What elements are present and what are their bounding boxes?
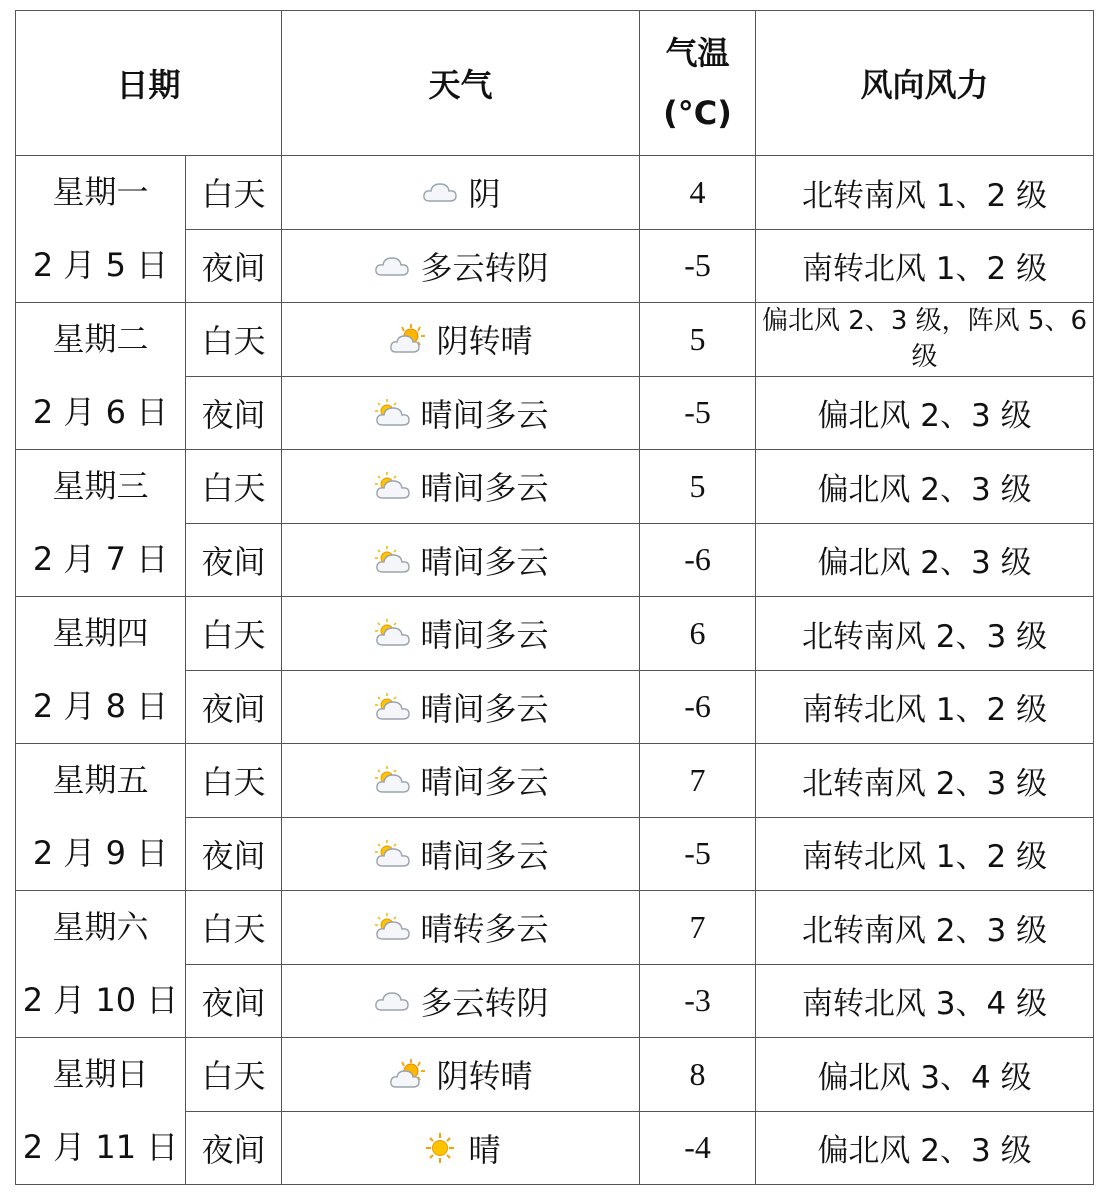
period-cell: 白天: [186, 597, 282, 671]
header-temperature-label: 气温: [665, 34, 730, 72]
temperature-cell: -3: [640, 964, 756, 1038]
weather-text: 晴间多云: [420, 616, 549, 655]
weather-cell: [282, 303, 640, 377]
wind-cell: 北转南风 1、2 级: [756, 156, 1094, 230]
weather-cell: [282, 891, 640, 965]
weather-cell: [282, 376, 640, 450]
cloud-icon: [373, 251, 411, 281]
date-label: 2 月 11 日: [22, 1128, 179, 1166]
date-label: 2 月 7 日: [32, 540, 169, 578]
partly-cloudy-icon: [373, 839, 411, 869]
weekday-label: 星期三: [52, 467, 149, 505]
weekday-label: 星期六: [52, 908, 149, 946]
period-cell: 夜间: [186, 670, 282, 744]
temperature-cell: -5: [640, 376, 756, 450]
date-cell: [16, 597, 186, 744]
weekday-label: 星期五: [52, 761, 149, 799]
forecast-row: [16, 597, 1094, 671]
weather-cell: [282, 450, 640, 524]
weather-cell: [282, 817, 640, 891]
wind-cell: 偏北风 2、3 级: [756, 1111, 1094, 1185]
weather-text: 晴: [468, 1130, 501, 1169]
weather-cell: [282, 1111, 640, 1185]
weather-text: 晴间多云: [420, 469, 549, 508]
weather-cell: [282, 156, 640, 230]
header-date: 日期: [16, 11, 282, 156]
cloud-icon: [373, 986, 411, 1016]
weekday-label: 星期一: [52, 173, 149, 211]
header-row: [16, 11, 1094, 156]
partly-cloudy-icon: [373, 398, 411, 428]
weather-text: 多云转阴: [420, 983, 549, 1022]
partly-cloudy-icon: [373, 912, 411, 942]
date-label: 2 月 9 日: [32, 834, 169, 872]
weather-text: 晴间多云: [420, 542, 549, 581]
weather-text: 阴转晴: [436, 322, 533, 361]
header-temperature-unit: (°C): [663, 94, 732, 132]
date-label: 2 月 8 日: [32, 687, 169, 725]
forecast-row: [16, 1038, 1094, 1112]
wind-cell: 偏北风 2、3 级: [756, 376, 1094, 450]
weather-text: 晴间多云: [420, 689, 549, 728]
temperature-cell: 5: [640, 450, 756, 524]
wind-cell: 偏北风 2、3 级: [756, 450, 1094, 524]
period-cell: 夜间: [186, 523, 282, 597]
sun-behind-cloud-icon: [389, 1059, 427, 1089]
partly-cloudy-icon: [373, 692, 411, 722]
header-temperature: [640, 11, 756, 156]
date-cell: [16, 744, 186, 891]
temperature-cell: 7: [640, 891, 756, 965]
forecast-row: [16, 891, 1094, 965]
period-cell: 夜间: [186, 964, 282, 1038]
wind-cell: 南转北风 1、2 级: [756, 670, 1094, 744]
date-cell: [16, 1038, 186, 1185]
weather-cell: [282, 229, 640, 303]
period-cell: 夜间: [186, 1111, 282, 1185]
wind-cell: 南转北风 3、4 级: [756, 964, 1094, 1038]
weekday-label: 星期日: [52, 1055, 149, 1093]
weather-text: 阴转晴: [436, 1057, 533, 1096]
temperature-cell: -4: [640, 1111, 756, 1185]
wind-cell: 北转南风 2、3 级: [756, 891, 1094, 965]
weather-text: 晴间多云: [420, 395, 549, 434]
sun-behind-cloud-icon: [389, 324, 427, 354]
wind-cell: 北转南风 2、3 级: [756, 597, 1094, 671]
period-cell: 白天: [186, 891, 282, 965]
weather-text: 晴转多云: [420, 910, 549, 949]
forecast-row: [16, 303, 1094, 377]
period-cell: 白天: [186, 1038, 282, 1112]
temperature-cell: -6: [640, 670, 756, 744]
wind-cell: 偏北风 3、4 级: [756, 1038, 1094, 1112]
temperature-cell: 5: [640, 303, 756, 377]
header-weather: 天气: [282, 11, 640, 156]
weekday-label: 星期四: [52, 614, 149, 652]
weather-cell: [282, 744, 640, 818]
date-label: 2 月 6 日: [32, 393, 169, 431]
period-cell: 白天: [186, 156, 282, 230]
period-cell: 夜间: [186, 817, 282, 891]
temperature-cell: 8: [640, 1038, 756, 1112]
date-label: 2 月 10 日: [22, 981, 179, 1019]
partly-cloudy-icon: [373, 545, 411, 575]
date-cell: [16, 891, 186, 1038]
weather-cell: [282, 597, 640, 671]
sun-icon: [421, 1133, 459, 1163]
temperature-cell: 7: [640, 744, 756, 818]
partly-cloudy-icon: [373, 618, 411, 648]
period-cell: 夜间: [186, 229, 282, 303]
wind-cell: 南转北风 1、2 级: [756, 817, 1094, 891]
wind-cell: 偏北风 2、3 级: [756, 523, 1094, 597]
weather-text: 阴: [468, 175, 501, 214]
temperature-cell: -5: [640, 817, 756, 891]
wind-cell: 南转北风 1、2 级: [756, 229, 1094, 303]
weather-cell: [282, 523, 640, 597]
forecast-row: [16, 744, 1094, 818]
temperature-cell: 4: [640, 156, 756, 230]
weather-forecast-table: [15, 10, 1094, 1185]
wind-cell: 偏北风 2、3 级，阵风 5、6 级: [756, 303, 1094, 377]
temperature-cell: -6: [640, 523, 756, 597]
header-wind: 风向风力: [756, 11, 1094, 156]
weather-text: 多云转阴: [420, 248, 549, 287]
weather-cell: [282, 670, 640, 744]
weather-cell: [282, 1038, 640, 1112]
weather-cell: [282, 964, 640, 1038]
temperature-cell: 6: [640, 597, 756, 671]
date-cell: [16, 450, 186, 597]
temperature-cell: -5: [640, 229, 756, 303]
period-cell: 夜间: [186, 376, 282, 450]
period-cell: 白天: [186, 744, 282, 818]
weather-text: 晴间多云: [420, 763, 549, 802]
cloud-icon: [421, 177, 459, 207]
weather-text: 晴间多云: [420, 836, 549, 875]
period-cell: 白天: [186, 303, 282, 377]
date-cell: [16, 156, 186, 303]
partly-cloudy-icon: [373, 765, 411, 795]
forecast-row: [16, 450, 1094, 524]
wind-cell: 北转南风 2、3 级: [756, 744, 1094, 818]
partly-cloudy-icon: [373, 471, 411, 501]
weekday-label: 星期二: [52, 320, 149, 358]
date-label: 2 月 5 日: [32, 246, 169, 284]
period-cell: 白天: [186, 450, 282, 524]
forecast-row: [16, 156, 1094, 230]
date-cell: [16, 303, 186, 450]
